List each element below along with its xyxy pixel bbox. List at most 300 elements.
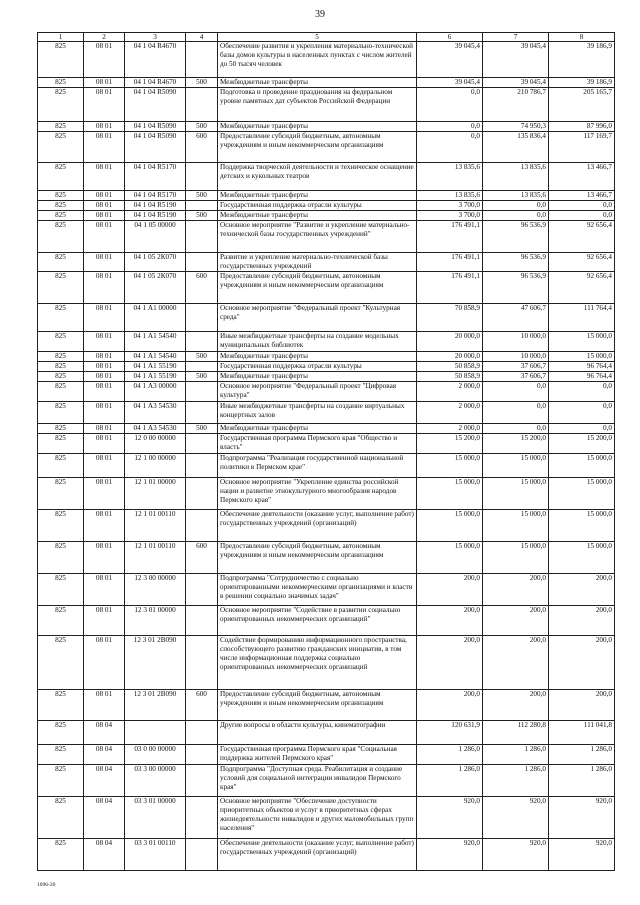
section-code-cell: 08 01 (84, 352, 125, 362)
amount-year2-cell: 112 280,8 (483, 721, 549, 745)
target-article-cell: 12 3 01 2В090 (125, 690, 186, 721)
target-article-cell: 12 0 00 00000 (125, 434, 186, 454)
amount-year3-cell: 15 000,0 (549, 352, 615, 362)
target-article-cell: 03 3 01 00110 (125, 839, 186, 871)
description-cell: Содействие формированию информационного пространства, способствующего развитию гражданских инициатив, в том числе информационная поддержка социально ориентированных некоммерческих организаций (218, 636, 417, 690)
amount-year2-cell: 0,0 (483, 424, 549, 434)
amount-year2-cell: 15 000,0 (483, 510, 549, 542)
section-code-cell: 08 01 (84, 424, 125, 434)
amount-year3-cell: 1 286,0 (549, 765, 615, 797)
section-code-cell: 08 04 (84, 721, 125, 745)
target-article-cell: 04 1 04 R4670 (125, 42, 186, 78)
section-code-cell: 08 01 (84, 88, 125, 122)
section-code-cell: 08 01 (84, 402, 125, 424)
table-row (38, 606, 615, 636)
amount-year1-cell: 0,0 (417, 122, 483, 132)
section-code-cell: 08 01 (84, 510, 125, 542)
expense-type-cell (186, 304, 218, 332)
description-cell: Межбюджетные трансферты (218, 122, 417, 132)
description-cell: Подпрограмма "Реализация государственной национальной политики в Пермском крае" (218, 454, 417, 478)
expense-type-cell (186, 253, 218, 272)
amount-year3-cell: 15 000,0 (549, 542, 615, 574)
table-row (38, 745, 615, 765)
header-cell: 2 (84, 33, 125, 42)
amount-year1-cell: 120 631,9 (417, 721, 483, 745)
amount-year2-cell: 200,0 (483, 606, 549, 636)
expense-type-cell: 500 (186, 78, 218, 88)
section-code-cell: 08 01 (84, 434, 125, 454)
description-cell: Обеспечение развития и укрепления материально-технической базы домов культуры в населенных пунктах с числом жителей до 50 тысяч человек (218, 42, 417, 78)
expense-type-cell (186, 574, 218, 606)
table-row (38, 211, 615, 221)
amount-year1-cell: 2 000,0 (417, 382, 483, 402)
amount-year1-cell: 920,0 (417, 797, 483, 839)
table-header-row (38, 33, 615, 42)
table-row (38, 362, 615, 372)
amount-year3-cell: 15 000,0 (549, 510, 615, 542)
amount-year2-cell: 15 000,0 (483, 542, 549, 574)
ministry-code-cell: 825 (38, 253, 84, 272)
expense-type-cell: 500 (186, 211, 218, 221)
amount-year1-cell: 200,0 (417, 606, 483, 636)
amount-year1-cell: 15 000,0 (417, 542, 483, 574)
description-cell: Государственная программа Пермского края "Общество и власть" (218, 434, 417, 454)
section-code-cell: 08 04 (84, 839, 125, 871)
target-article-cell: 04 1 04 R4670 (125, 78, 186, 88)
amount-year2-cell: 15 000,0 (483, 478, 549, 510)
amount-year1-cell: 50 858,9 (417, 372, 483, 382)
ministry-code-cell: 825 (38, 765, 84, 797)
ministry-code-cell: 825 (38, 745, 84, 765)
description-cell: Межбюджетные трансферты (218, 424, 417, 434)
description-cell: Поддержка творческой деятельности и техническое оснащение детских и кукольных театров (218, 163, 417, 191)
table-row (38, 88, 615, 122)
ministry-code-cell: 825 (38, 332, 84, 352)
table-row (38, 78, 615, 88)
description-cell: Межбюджетные трансферты (218, 78, 417, 88)
amount-year2-cell: 47 606,7 (483, 304, 549, 332)
section-code-cell: 08 01 (84, 272, 125, 304)
expense-type-cell (186, 88, 218, 122)
amount-year3-cell: 200,0 (549, 574, 615, 606)
target-article-cell: 12 3 01 00000 (125, 606, 186, 636)
expense-type-cell (186, 797, 218, 839)
amount-year3-cell: 0,0 (549, 201, 615, 211)
target-article-cell: 12 1 01 00000 (125, 478, 186, 510)
ministry-code-cell: 825 (38, 78, 84, 88)
amount-year1-cell: 15 000,0 (417, 454, 483, 478)
target-article-cell: 04 1 05 00000 (125, 221, 186, 253)
amount-year1-cell: 15 200,0 (417, 434, 483, 454)
header-cell: 4 (186, 33, 218, 42)
amount-year3-cell: 205 165,7 (549, 88, 615, 122)
table-row (38, 690, 615, 721)
ministry-code-cell: 825 (38, 424, 84, 434)
section-code-cell: 08 01 (84, 221, 125, 253)
table-row (38, 272, 615, 304)
table-row (38, 839, 615, 871)
amount-year3-cell: 200,0 (549, 690, 615, 721)
amount-year3-cell: 0,0 (549, 382, 615, 402)
expense-type-cell (186, 332, 218, 352)
amount-year3-cell: 200,0 (549, 636, 615, 690)
target-article-cell: 03 3 01 00000 (125, 797, 186, 839)
table-row (38, 721, 615, 745)
expense-type-cell (186, 839, 218, 871)
expense-type-cell: 500 (186, 372, 218, 382)
ministry-code-cell: 825 (38, 839, 84, 871)
expense-type-cell (186, 765, 218, 797)
description-cell: Межбюджетные трансферты (218, 352, 417, 362)
amount-year1-cell: 15 000,0 (417, 510, 483, 542)
amount-year3-cell: 87 996,0 (549, 122, 615, 132)
table-row (38, 42, 615, 78)
amount-year1-cell: 50 858,9 (417, 362, 483, 372)
amount-year3-cell: 117 169,7 (549, 132, 615, 163)
table-row (38, 352, 615, 362)
target-article-cell: 04 1 А1 55190 (125, 372, 186, 382)
target-article-cell: 04 1 04 R5170 (125, 191, 186, 201)
amount-year1-cell: 0,0 (417, 88, 483, 122)
amount-year2-cell: 0,0 (483, 201, 549, 211)
amount-year3-cell: 1 286,0 (549, 745, 615, 765)
target-article-cell: 04 1 А1 00000 (125, 304, 186, 332)
expense-type-cell (186, 201, 218, 211)
amount-year2-cell: 96 536,9 (483, 221, 549, 253)
amount-year3-cell: 39 186,9 (549, 42, 615, 78)
amount-year2-cell: 37 606,7 (483, 372, 549, 382)
expense-type-cell (186, 42, 218, 78)
header-cell: 8 (549, 33, 615, 42)
section-code-cell: 08 01 (84, 132, 125, 163)
amount-year3-cell: 13 466,7 (549, 191, 615, 201)
ministry-code-cell: 825 (38, 721, 84, 745)
ministry-code-cell: 825 (38, 454, 84, 478)
target-article-cell: 12 1 01 00110 (125, 510, 186, 542)
amount-year3-cell: 0,0 (549, 402, 615, 424)
ministry-code-cell: 825 (38, 606, 84, 636)
amount-year3-cell: 200,0 (549, 606, 615, 636)
amount-year3-cell: 92 656,4 (549, 272, 615, 304)
section-code-cell: 08 01 (84, 78, 125, 88)
target-article-cell: 04 1 04 R5090 (125, 88, 186, 122)
expense-type-cell (186, 402, 218, 424)
expense-type-cell (186, 510, 218, 542)
table-row (38, 372, 615, 382)
section-code-cell: 08 01 (84, 372, 125, 382)
amount-year2-cell: 200,0 (483, 690, 549, 721)
header-cell: 3 (125, 33, 186, 42)
amount-year1-cell: 176 491,1 (417, 253, 483, 272)
expense-type-cell: 600 (186, 272, 218, 304)
section-code-cell: 08 01 (84, 690, 125, 721)
target-article-cell: 04 1 05 2К070 (125, 253, 186, 272)
amount-year1-cell: 39 045,4 (417, 42, 483, 78)
section-code-cell: 08 01 (84, 304, 125, 332)
expense-type-cell: 600 (186, 542, 218, 574)
target-article-cell: 04 1 04 R5170 (125, 163, 186, 191)
description-cell: Предоставление субсидий бюджетным, автономным учреждениям и иным некоммерческим организациям (218, 132, 417, 163)
table-row (38, 201, 615, 211)
amount-year2-cell: 135 836,4 (483, 132, 549, 163)
table-row (38, 253, 615, 272)
target-article-cell: 04 1 А1 54540 (125, 352, 186, 362)
amount-year1-cell: 2 000,0 (417, 424, 483, 434)
page-number: 39 (315, 9, 325, 20)
target-article-cell: 04 1 А1 54540 (125, 332, 186, 352)
table-row (38, 424, 615, 434)
description-cell: Обеспечение деятельности (оказание услуг, выполнение работ) государственных учреждений (организаций) (218, 839, 417, 871)
amount-year1-cell: 3 700,0 (417, 201, 483, 211)
ministry-code-cell: 825 (38, 304, 84, 332)
description-cell: Межбюджетные трансферты (218, 372, 417, 382)
expense-type-cell (186, 721, 218, 745)
amount-year2-cell: 0,0 (483, 402, 549, 424)
header-cell: 7 (483, 33, 549, 42)
table-row (38, 765, 615, 797)
ministry-code-cell: 825 (38, 372, 84, 382)
section-code-cell: 08 04 (84, 745, 125, 765)
amount-year2-cell: 15 200,0 (483, 434, 549, 454)
description-cell: Подпрограмма "Доступная среда. Реабилитация и создание условий для социальной интеграции инвалидов Пермского края" (218, 765, 417, 797)
target-article-cell: 12 1 00 00000 (125, 454, 186, 478)
target-article-cell: 04 1 04 R5190 (125, 201, 186, 211)
expense-type-cell (186, 478, 218, 510)
section-code-cell: 08 04 (84, 765, 125, 797)
amount-year1-cell: 200,0 (417, 690, 483, 721)
section-code-cell: 08 04 (84, 797, 125, 839)
description-cell: Основное мероприятие "Федеральный проект "Цифровая культура" (218, 382, 417, 402)
ministry-code-cell: 825 (38, 163, 84, 191)
table-row (38, 221, 615, 253)
amount-year2-cell: 96 536,9 (483, 272, 549, 304)
target-article-cell: 04 1 А1 55190 (125, 362, 186, 372)
expense-type-cell: 500 (186, 352, 218, 362)
description-cell: Государственная поддержка отрасли культуры (218, 201, 417, 211)
description-cell: Предоставление субсидий бюджетным, автономным учреждениям и иным некоммерческим организациям (218, 542, 417, 574)
amount-year3-cell: 92 656,4 (549, 253, 615, 272)
amount-year2-cell: 15 000,0 (483, 454, 549, 478)
target-article-cell: 12 1 01 00110 (125, 542, 186, 574)
section-code-cell: 08 01 (84, 122, 125, 132)
amount-year2-cell: 37 606,7 (483, 362, 549, 372)
description-cell: Развитие и укрепление материально-технической базы государственных учреждений (218, 253, 417, 272)
ministry-code-cell: 825 (38, 42, 84, 78)
table-row (38, 434, 615, 454)
target-article-cell: 12 3 01 2В090 (125, 636, 186, 690)
section-code-cell: 08 01 (84, 332, 125, 352)
ministry-code-cell: 825 (38, 272, 84, 304)
table-row (38, 163, 615, 191)
ministry-code-cell: 825 (38, 191, 84, 201)
amount-year1-cell: 200,0 (417, 574, 483, 606)
amount-year2-cell: 10 000,0 (483, 352, 549, 362)
amount-year2-cell: 920,0 (483, 797, 549, 839)
amount-year2-cell: 39 045,4 (483, 78, 549, 88)
amount-year1-cell: 39 045,4 (417, 78, 483, 88)
ministry-code-cell: 825 (38, 362, 84, 372)
amount-year1-cell: 2 000,0 (417, 402, 483, 424)
expense-type-cell (186, 454, 218, 478)
table-body (38, 42, 615, 871)
amount-year3-cell: 15 000,0 (549, 454, 615, 478)
section-code-cell: 08 01 (84, 478, 125, 510)
ministry-code-cell: 825 (38, 352, 84, 362)
expense-type-cell (186, 382, 218, 402)
budget-table (37, 32, 615, 871)
description-cell: Основное мероприятие "Укрепление единства российской нации и развитие этнокультурного многообразия народов Пермского края" (218, 478, 417, 510)
amount-year3-cell: 920,0 (549, 839, 615, 871)
ministry-code-cell: 825 (38, 132, 84, 163)
section-code-cell: 08 01 (84, 201, 125, 211)
amount-year1-cell: 70 858,9 (417, 304, 483, 332)
table-row (38, 542, 615, 574)
ministry-code-cell: 825 (38, 478, 84, 510)
description-cell: Иные межбюджетные трансферты на создание виртуальных концертных залов (218, 402, 417, 424)
ministry-code-cell: 825 (38, 402, 84, 424)
description-cell: Основное мероприятие "Развитие и укрепление материально-технической базы государственных учреждений" (218, 221, 417, 253)
description-cell: Межбюджетные трансферты (218, 191, 417, 201)
amount-year1-cell: 1 286,0 (417, 745, 483, 765)
footer-code: 1096-20 (37, 882, 56, 888)
target-article-cell: 04 1 А3 00000 (125, 382, 186, 402)
ministry-code-cell: 825 (38, 122, 84, 132)
description-cell: Подпрограмма "Сотрудничество с социально ориентированными некоммерческими организациями и власти в решении социально значимых задач" (218, 574, 417, 606)
ministry-code-cell: 825 (38, 542, 84, 574)
amount-year2-cell: 96 536,9 (483, 253, 549, 272)
ministry-code-cell: 825 (38, 211, 84, 221)
description-cell: Государственная поддержка отрасли культуры (218, 362, 417, 372)
ministry-code-cell: 825 (38, 382, 84, 402)
amount-year2-cell: 13 835,6 (483, 163, 549, 191)
amount-year2-cell: 10 000,0 (483, 332, 549, 352)
target-article-cell: 04 1 А3 54530 (125, 424, 186, 434)
amount-year1-cell: 13 835,6 (417, 163, 483, 191)
description-cell: Основное мероприятие "Федеральный проект "Культурная среда" (218, 304, 417, 332)
amount-year1-cell: 20 000,0 (417, 352, 483, 362)
amount-year2-cell: 200,0 (483, 636, 549, 690)
amount-year2-cell: 39 045,4 (483, 42, 549, 78)
target-article-cell: 04 1 05 2К070 (125, 272, 186, 304)
amount-year1-cell: 15 000,0 (417, 478, 483, 510)
amount-year2-cell: 210 786,7 (483, 88, 549, 122)
amount-year3-cell: 13 466,7 (549, 163, 615, 191)
ministry-code-cell: 825 (38, 201, 84, 211)
amount-year1-cell: 0,0 (417, 132, 483, 163)
ministry-code-cell: 825 (38, 690, 84, 721)
expense-type-cell: 600 (186, 690, 218, 721)
expense-type-cell: 500 (186, 122, 218, 132)
expense-type-cell (186, 636, 218, 690)
section-code-cell: 08 01 (84, 253, 125, 272)
header-cell: 6 (417, 33, 483, 42)
ministry-code-cell: 825 (38, 88, 84, 122)
table-row (38, 574, 615, 606)
table-row (38, 636, 615, 690)
amount-year2-cell: 1 286,0 (483, 765, 549, 797)
section-code-cell: 08 01 (84, 606, 125, 636)
target-article-cell: 04 1 04 R5090 (125, 132, 186, 163)
amount-year1-cell: 3 700,0 (417, 211, 483, 221)
amount-year2-cell: 13 835,6 (483, 191, 549, 201)
table-row (38, 191, 615, 201)
target-article-cell: 03 3 00 00000 (125, 765, 186, 797)
description-cell: Основное мероприятие "Содействие в развитии социально ориентированных некоммерческих организаций" (218, 606, 417, 636)
amount-year3-cell: 39 186,9 (549, 78, 615, 88)
amount-year1-cell: 20 000,0 (417, 332, 483, 352)
table-row (38, 797, 615, 839)
section-code-cell: 08 01 (84, 574, 125, 606)
table-row (38, 382, 615, 402)
table-row (38, 304, 615, 332)
section-code-cell: 08 01 (84, 454, 125, 478)
amount-year2-cell: 200,0 (483, 574, 549, 606)
ministry-code-cell: 825 (38, 510, 84, 542)
expense-type-cell (186, 362, 218, 372)
target-article-cell: 12 3 00 00000 (125, 574, 186, 606)
ministry-code-cell: 825 (38, 636, 84, 690)
ministry-code-cell: 825 (38, 574, 84, 606)
target-article-cell (125, 721, 186, 745)
expense-type-cell (186, 434, 218, 454)
table-row (38, 454, 615, 478)
table-row (38, 122, 615, 132)
description-cell: Иные межбюджетные трансферты на создание модельных муниципальных библиотек (218, 332, 417, 352)
amount-year3-cell: 92 656,4 (549, 221, 615, 253)
expense-type-cell: 500 (186, 424, 218, 434)
header-cell: 5 (218, 33, 417, 42)
description-cell: Предоставление субсидий бюджетным, автономным учреждениям и иным некоммерческим организациям (218, 690, 417, 721)
expense-type-cell: 500 (186, 191, 218, 201)
ministry-code-cell: 825 (38, 221, 84, 253)
table-row (38, 402, 615, 424)
target-article-cell: 04 1 04 R5090 (125, 122, 186, 132)
description-cell: Другие вопросы в области культуры, кинематографии (218, 721, 417, 745)
table-row (38, 132, 615, 163)
section-code-cell: 08 01 (84, 636, 125, 690)
expense-type-cell (186, 163, 218, 191)
amount-year3-cell: 920,0 (549, 797, 615, 839)
amount-year3-cell: 15 000,0 (549, 332, 615, 352)
expense-type-cell (186, 606, 218, 636)
table-row (38, 332, 615, 352)
amount-year3-cell: 15 200,0 (549, 434, 615, 454)
amount-year3-cell: 0,0 (549, 424, 615, 434)
amount-year2-cell: 920,0 (483, 839, 549, 871)
amount-year1-cell: 176 491,1 (417, 272, 483, 304)
amount-year2-cell: 0,0 (483, 382, 549, 402)
description-cell: Основное мероприятие "Обеспечение доступности приоритетных объектов и услуг в приоритетных сферах жизнедеятельности инвалидов и других маломобильных групп населения" (218, 797, 417, 839)
amount-year3-cell: 96 764,4 (549, 362, 615, 372)
amount-year3-cell: 15 000,0 (549, 478, 615, 510)
target-article-cell: 03 0 00 00000 (125, 745, 186, 765)
section-code-cell: 08 01 (84, 191, 125, 201)
section-code-cell: 08 01 (84, 542, 125, 574)
target-article-cell: 04 1 А3 54530 (125, 402, 186, 424)
amount-year3-cell: 96 764,4 (549, 372, 615, 382)
section-code-cell: 08 01 (84, 42, 125, 78)
ministry-code-cell: 825 (38, 797, 84, 839)
description-cell: Государственная программа Пермского края "Социальная поддержка жителей Пермского края" (218, 745, 417, 765)
expense-type-cell (186, 745, 218, 765)
description-cell: Предоставление субсидий бюджетным, автономным учреждениям и иным некоммерческим организациям (218, 272, 417, 304)
section-code-cell: 08 01 (84, 163, 125, 191)
amount-year1-cell: 920,0 (417, 839, 483, 871)
amount-year1-cell: 13 835,6 (417, 191, 483, 201)
amount-year2-cell: 1 286,0 (483, 745, 549, 765)
amount-year1-cell: 200,0 (417, 636, 483, 690)
amount-year2-cell: 74 950,3 (483, 122, 549, 132)
